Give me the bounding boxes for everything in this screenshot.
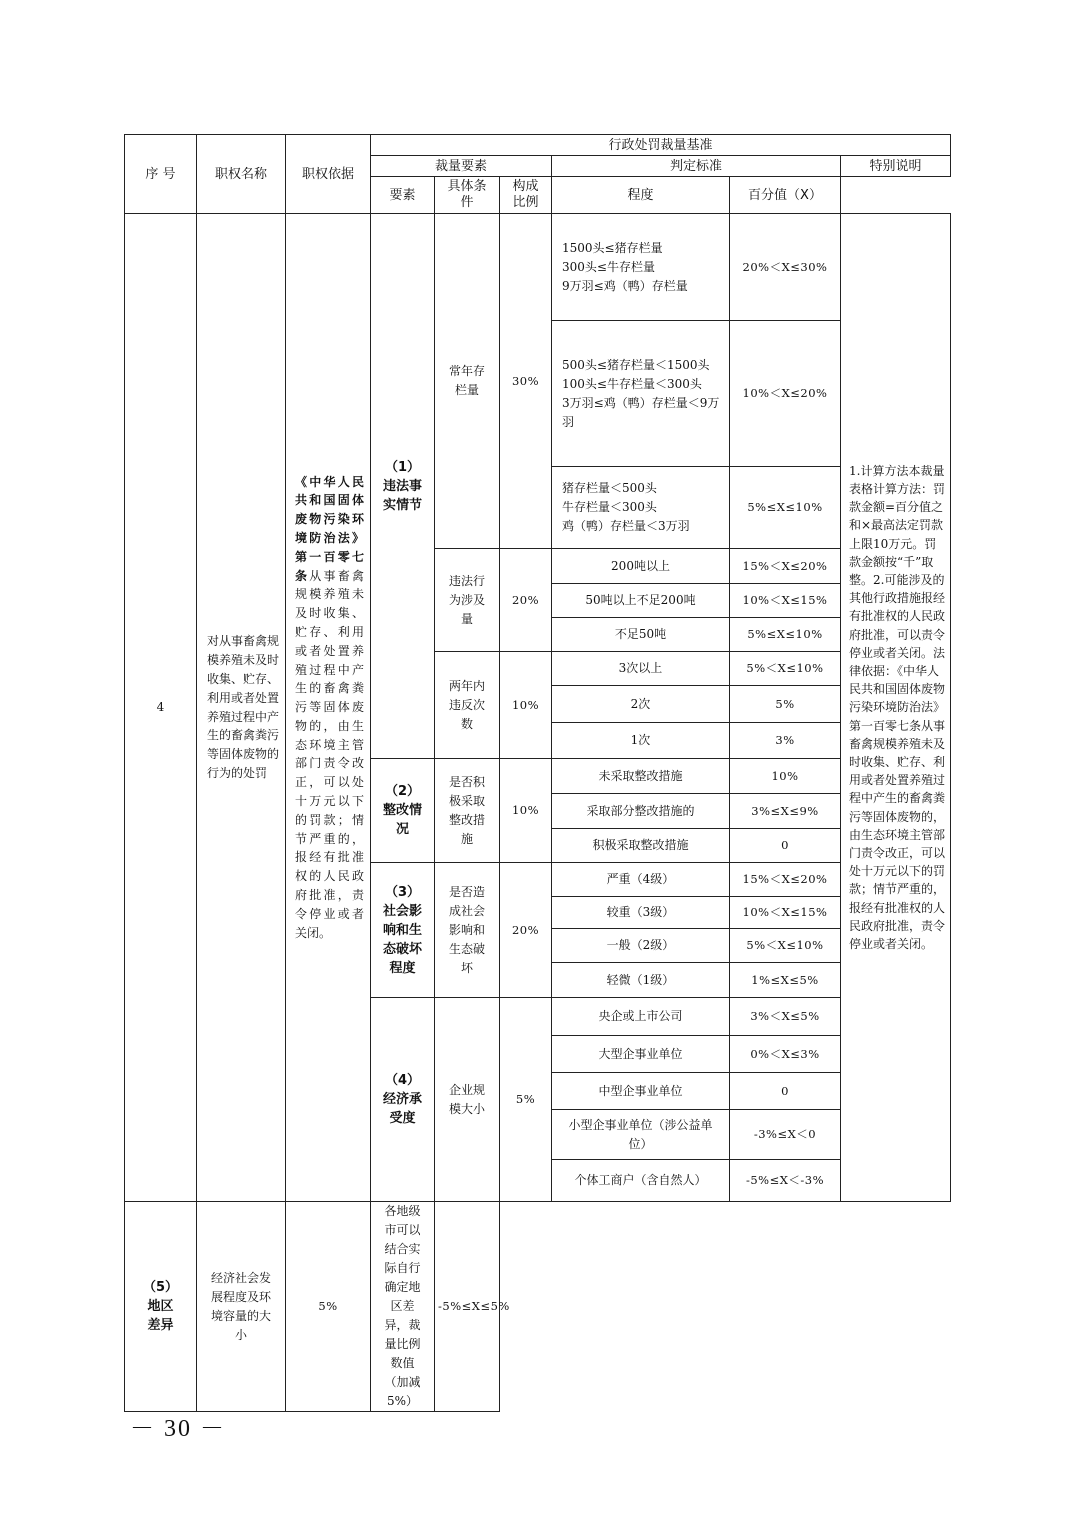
header-group-title: 行政处罚裁量基准 — [371, 135, 951, 156]
row-index: 4 — [125, 214, 197, 1202]
percent-1-3-3: 3% — [730, 723, 841, 759]
special-note: 1.计算方法本裁量表格计算方法：罚款金额=百分值之和×最高法定罚款上限10万元。罚款金额按“千”取整。2.可能涉及的其他行政措施报经有批准权的人民政府批准，可以责令停业或者关闭。法律依据：《中华人民共和国固体废物污染环境防治法》第一百零七条从事畜禽规模养殖未及时收集、贮存、利用或者处置养殖过程中产生的畜禽粪污等固体废物的，由生态环境主管部门责令改正，可以处十万元以下的罚款；情节严重的，报经有批准权的人民政府批准，责令停业或者关闭。 — [841, 214, 951, 1202]
header-special: 特别说明 — [841, 156, 951, 177]
header-index: 序 号 — [125, 135, 197, 214]
header-name: 职权名称 — [197, 135, 286, 214]
degree-1-2-1: 200吨以上 — [552, 549, 730, 584]
percent-1-1-1: 20%＜X≤30% — [730, 214, 841, 321]
degree-2-1-1: 未采取整改措施 — [552, 759, 730, 794]
header-condition: 具体条件 — [435, 177, 500, 214]
factor-1: （1） 违法事实情节 — [371, 214, 435, 759]
percent-1-2-2: 10%＜X≤15% — [730, 584, 841, 618]
ratio-2-1: 10% — [500, 759, 552, 863]
condition-1-2: 违法行为涉及量 — [435, 549, 500, 652]
degree-3-1-4: 轻微（1级） — [552, 963, 730, 998]
percent-4-1-2: 0%＜X≤3% — [730, 1036, 841, 1073]
degree-1-1-1: 1500头≤猪存栏量 300头≤牛存栏量 9万羽≤鸡（鸭）存栏量 — [552, 214, 730, 321]
percent-3-1-2: 10%＜X≤15% — [730, 897, 841, 929]
page-number: － 30 － — [130, 1416, 226, 1442]
degree-4-1-4: 小型企事业单位（涉公益单位） — [552, 1110, 730, 1160]
percent-1-2-3: 5%≤X≤10% — [730, 618, 841, 652]
header-ratio: 构成比例 — [500, 177, 552, 214]
ratio-1-1: 30% — [500, 214, 552, 549]
degree-1-1-2: 500头≤猪存栏量＜1500头 100头≤牛存栏量＜300头 3万羽≤鸡（鸭）存栏量＜9万羽 — [552, 321, 730, 467]
header-percent: 百分值（X） — [730, 177, 841, 214]
degree-3-1-1: 严重（4级） — [552, 863, 730, 897]
degree-1-2-3: 不足50吨 — [552, 618, 730, 652]
degree-3-1-3: 一般（2级） — [552, 929, 730, 963]
header-factors: 裁量要素 — [371, 156, 552, 177]
degree-2-1-2: 采取部分整改措施的 — [552, 794, 730, 829]
row-basis-text: 从事畜禽规模养殖未及时收集、贮存、利用或者处置养殖过程中产生的畜禽粪污等固体废物的，由生态环境主管部门责令改正，可以处十万元以下的罚款；情节严重的，报经有批准权的人民政府批准，责令停业或者关闭。 — [295, 568, 364, 940]
degree-1-3-3: 1次 — [552, 723, 730, 759]
condition-5-1: 经济社会发展程度及环境容量的大小 — [197, 1202, 286, 1412]
condition-4-1: 企业规模大小 — [435, 998, 500, 1202]
ratio-1-2: 20% — [500, 549, 552, 652]
degree-1-3-2: 2次 — [552, 686, 730, 723]
header-basis: 职权依据 — [286, 135, 371, 214]
condition-1-1: 常年存栏量 — [435, 214, 500, 549]
condition-1-3: 两年内违反次数 — [435, 652, 500, 759]
percent-4-1-1: 3%＜X≤5% — [730, 998, 841, 1036]
factor-5: （5） 地区差异 — [125, 1202, 197, 1412]
percent-1-2-1: 15%＜X≤20% — [730, 549, 841, 584]
ratio-5-1: 5% — [286, 1202, 371, 1412]
degree-2-1-3: 积极采取整改措施 — [552, 829, 730, 863]
percent-2-1-3: 0 — [730, 829, 841, 863]
percent-4-1-3: 0 — [730, 1073, 841, 1110]
factor-4: （4） 经济承受度 — [371, 998, 435, 1202]
percent-3-1-1: 15%＜X≤20% — [730, 863, 841, 897]
ratio-1-3: 10% — [500, 652, 552, 759]
row-basis-law: 《中华人民共和国固体废物污染环境防治法》第一百零七条 — [295, 474, 364, 583]
row-name: 对从事畜禽规模养殖未及时收集、贮存、利用或者处置养殖过程中产生的畜禽粪污等固体废物的行为的处罚 — [197, 214, 286, 1202]
degree-1-2-2: 50吨以上不足200吨 — [552, 584, 730, 618]
degree-1-1-3: 猪存栏量＜500头 牛存栏量＜300头 鸡（鸭）存栏量＜3万羽 — [552, 467, 730, 549]
percent-1-1-3: 5%≤X≤10% — [730, 467, 841, 549]
condition-3-1: 是否造成社会影响和生态破坏 — [435, 863, 500, 998]
ratio-4-1: 5% — [500, 998, 552, 1202]
percent-3-1-3: 5%＜X≤10% — [730, 929, 841, 963]
degree-4-1-2: 大型企事业单位 — [552, 1036, 730, 1073]
percent-4-1-4: -3%≤X＜0 — [730, 1110, 841, 1160]
degree-4-1-5: 个体工商户（含自然人） — [552, 1160, 730, 1202]
percent-1-1-2: 10%＜X≤20% — [730, 321, 841, 467]
percent-2-1-2: 3%≤X≤9% — [730, 794, 841, 829]
condition-2-1: 是否积极采取整改措施 — [435, 759, 500, 863]
degree-3-1-2: 较重（3级） — [552, 897, 730, 929]
header-degree: 程度 — [552, 177, 730, 214]
factor-2: （2） 整改情况 — [371, 759, 435, 863]
percent-5-1-1: -5%≤X≤5% — [435, 1202, 500, 1412]
percent-1-3-1: 5%＜X≤10% — [730, 652, 841, 686]
header-factor: 要素 — [371, 177, 435, 214]
discretion-table — [124, 134, 950, 1412]
header-standard: 判定标准 — [552, 156, 841, 177]
degree-4-1-1: 央企或上市公司 — [552, 998, 730, 1036]
ratio-3-1: 20% — [500, 863, 552, 998]
percent-3-1-4: 1%≤X≤5% — [730, 963, 841, 998]
degree-4-1-3: 中型企事业单位 — [552, 1073, 730, 1110]
degree-5-1-1: 各地级市可以结合实际自行确定地区差异，裁量比例数值（加减5%） — [371, 1202, 435, 1412]
degree-1-3-1: 3次以上 — [552, 652, 730, 686]
percent-1-3-2: 5% — [730, 686, 841, 723]
factor-3: （3） 社会影响和生态破坏程度 — [371, 863, 435, 998]
percent-2-1-1: 10% — [730, 759, 841, 794]
percent-4-1-5: -5%≤X＜-3% — [730, 1160, 841, 1202]
row-basis — [286, 214, 371, 1202]
